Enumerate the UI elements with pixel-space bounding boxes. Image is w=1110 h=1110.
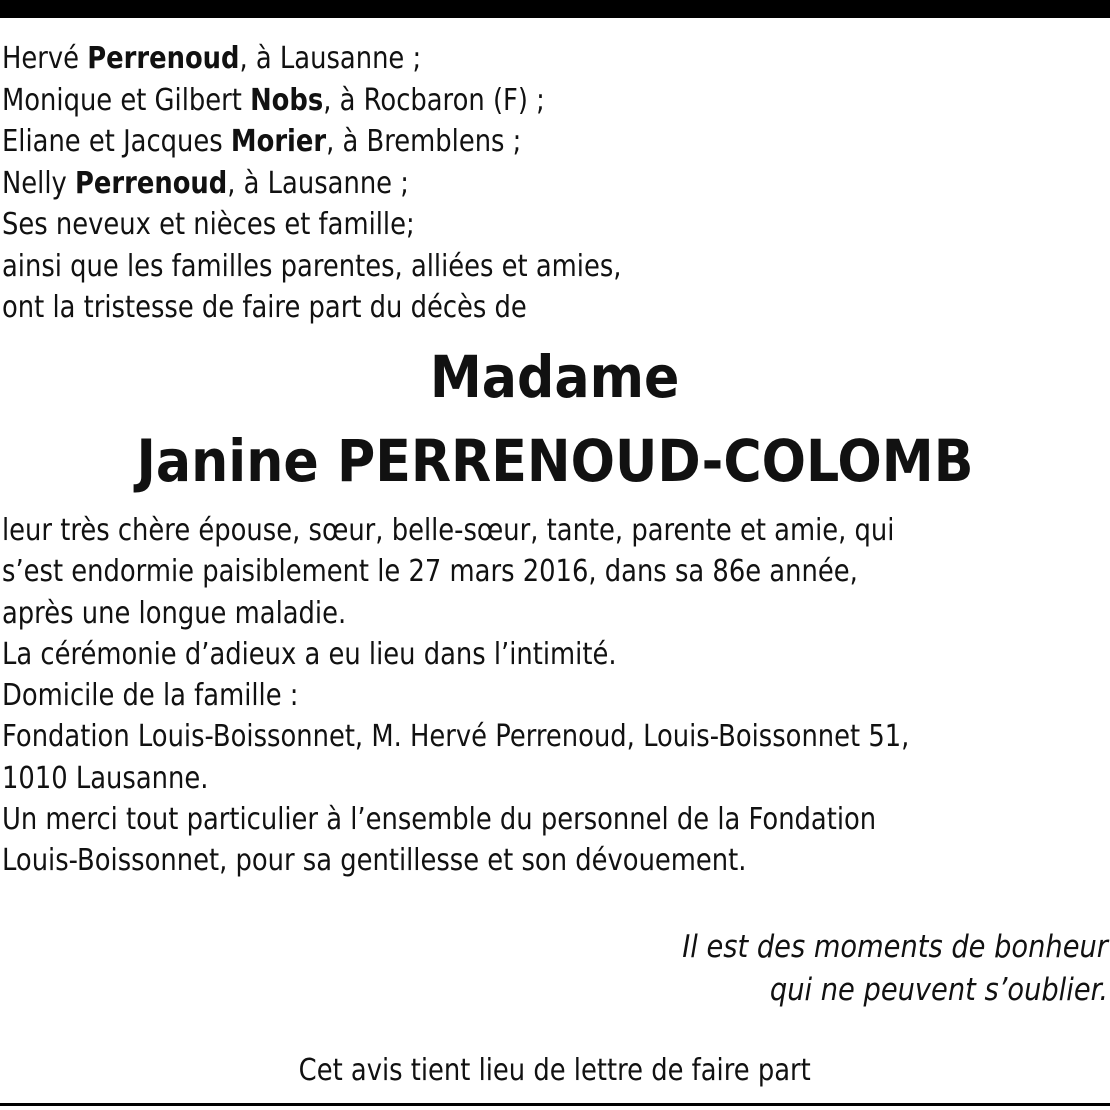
footer-note <box>0 1050 1110 1092</box>
family-surname: Perrenoud <box>74 165 228 201</box>
deceased-name-text: Janine PERRENOUD-COLOMB <box>136 427 974 495</box>
intro-line: Ses neveux et nièces et famille; <box>2 207 415 242</box>
body-line: La cérémonie d’adieux a eu lieu dans l’intimité. <box>2 636 617 672</box>
memorial-quote <box>404 926 1108 1012</box>
body-line: Domicile de la famille : <box>2 678 299 714</box>
family-line <box>2 80 948 122</box>
deceased-title <box>0 342 1110 412</box>
family-surname: Morier <box>230 124 327 159</box>
family-surname: Nobs <box>250 82 324 118</box>
body-line: 1010 Lausanne. <box>2 760 209 796</box>
deceased-name <box>0 426 1110 496</box>
family-location: , à Lausanne ; <box>227 165 409 201</box>
family-prefix: Hervé <box>2 41 88 76</box>
top-border <box>0 0 1110 18</box>
quote-line: Il est des moments de bonheur <box>682 929 1108 965</box>
family-location: , à Bremblens ; <box>326 124 522 159</box>
body-line: Louis-Boissonnet, pour sa gentillesse et son dévouement. <box>2 843 747 879</box>
family-line <box>2 163 948 205</box>
family-prefix: Eliane et Jacques <box>2 124 231 159</box>
family-location: , à Rocbaron (F) ; <box>323 82 545 118</box>
notice-body <box>2 510 948 882</box>
family-location: , à Lausanne ; <box>239 41 422 76</box>
body-line: s’est endormie paisiblement le 27 mars 2016, dans sa 86e année, <box>2 554 858 590</box>
family-surname: Perrenoud <box>87 41 240 76</box>
bottom-border <box>0 1103 1110 1106</box>
footer-text: Cet avis tient lieu de lettre de faire part <box>298 1053 812 1088</box>
family-prefix: Nelly <box>2 165 75 201</box>
intro-line: ont la tristesse de faire part du décès de <box>2 290 527 325</box>
family-line <box>2 121 948 163</box>
body-line: après une longue maladie. <box>2 595 347 631</box>
deceased-title-text: Madame <box>430 343 680 411</box>
family-line <box>2 38 948 80</box>
family-prefix: Monique et Gilbert <box>2 82 251 118</box>
quote-line: qui ne peuvent s’oublier. <box>769 972 1108 1008</box>
intro-line: ainsi que les familles parentes, alliées et amies, <box>2 248 622 284</box>
body-line: leur très chère épouse, sœur, belle-sœur, tante, parente et amie, qui <box>2 513 895 548</box>
body-line: Fondation Louis-Boissonnet, M. Hervé Perrenoud, Louis-Boissonnet 51, <box>2 719 910 755</box>
family-list <box>2 38 948 329</box>
body-line: Un merci tout particulier à l’ensemble du personnel de la Fondation <box>2 802 877 838</box>
